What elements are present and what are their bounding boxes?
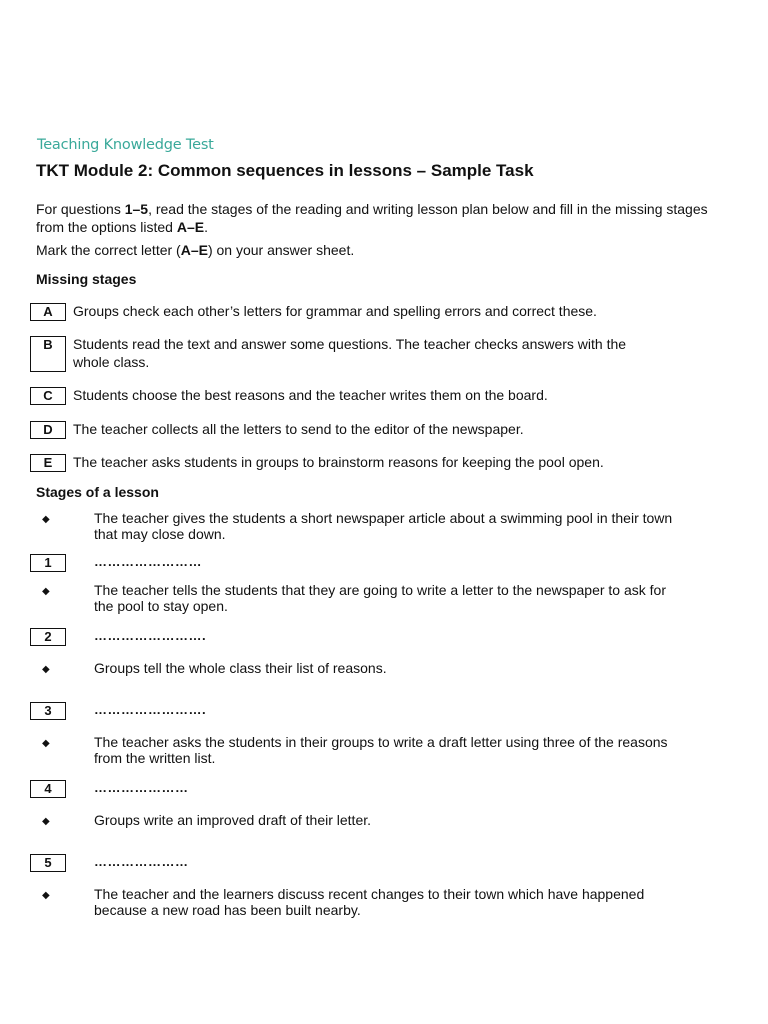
option-letter-box: A: [30, 303, 66, 321]
answer-blank[interactable]: …………………….: [94, 702, 207, 717]
instructions-text: .: [204, 219, 208, 235]
option-letter-box: C: [30, 387, 66, 405]
stage-text: The teacher gives the students a short newspaper article about a swimming pool in their town that may close down.: [94, 510, 673, 542]
instructions-letters: A–E: [180, 242, 208, 258]
page-title: TKT Module 2: Common sequences in lessons – Sample Task: [36, 161, 534, 180]
stage-text: Groups write an improved draft of their letter.: [94, 812, 372, 828]
bullet-icon: ◆: [42, 586, 50, 597]
bullet-icon: ◆: [42, 816, 50, 827]
stage-text: The teacher and the learners discuss recent changes to their town which have happened because a new road has been built nearby.: [94, 886, 645, 918]
stages-heading: Stages of a lesson: [36, 484, 159, 500]
answer-blank[interactable]: …………………….: [94, 628, 207, 643]
blank-number-box: 3: [30, 702, 66, 720]
answer-blank[interactable]: ……………………: [94, 554, 202, 569]
blank-number-box: 4: [30, 780, 66, 798]
blank-number-box: 5: [30, 854, 66, 872]
option-letter-box: D: [30, 421, 66, 439]
option-text: Students choose the best reasons and the teacher writes them on the board.: [73, 387, 548, 403]
answer-sheet-instruction: [36, 242, 354, 258]
option-text: The teacher collects all the letters to send to the editor of the newspaper.: [73, 421, 524, 437]
bullet-icon: ◆: [42, 664, 50, 675]
option-letter-box: E: [30, 454, 66, 472]
option-letter-box: B: [30, 336, 66, 372]
instructions-text: Mark the correct letter (: [36, 242, 181, 258]
blank-number-box: 1: [30, 554, 66, 572]
instructions-text: , read the stages of the reading and writing lesson plan below and fill in the missing stages from the options listed: [36, 201, 708, 235]
stage-text: The teacher asks the students in their groups to write a draft letter using three of the reasons from the written list.: [94, 734, 668, 766]
instructions-paragraph: [36, 200, 736, 236]
blank-number-box: 2: [30, 628, 66, 646]
instructions-text: ) on your answer sheet.: [207, 242, 355, 258]
brand-logo-text: Teaching Knowledge Test: [37, 137, 214, 153]
bullet-icon: ◆: [42, 738, 50, 749]
instructions-range: 1–5: [124, 201, 149, 217]
instructions-letters: A–E: [176, 219, 205, 235]
stage-text: Groups tell the whole class their list of reasons.: [94, 660, 387, 676]
stage-text: The teacher tells the students that they are going to write a letter to the newspaper to ask for the pool to stay open.: [94, 582, 666, 614]
option-text: Groups check each other’s letters for grammar and spelling errors and correct these.: [73, 303, 597, 319]
bullet-icon: ◆: [42, 890, 50, 901]
option-text: Students read the text and answer some questions. The teacher checks answers with the whole class.: [73, 336, 627, 370]
option-text: The teacher asks students in groups to brainstorm reasons for keeping the pool open.: [73, 454, 604, 470]
missing-stages-heading: Missing stages: [36, 271, 137, 287]
instructions-text: For questions: [36, 201, 125, 217]
bullet-icon: ◆: [42, 514, 50, 525]
answer-blank[interactable]: …………………: [94, 780, 189, 795]
answer-blank[interactable]: …………………: [94, 854, 189, 869]
